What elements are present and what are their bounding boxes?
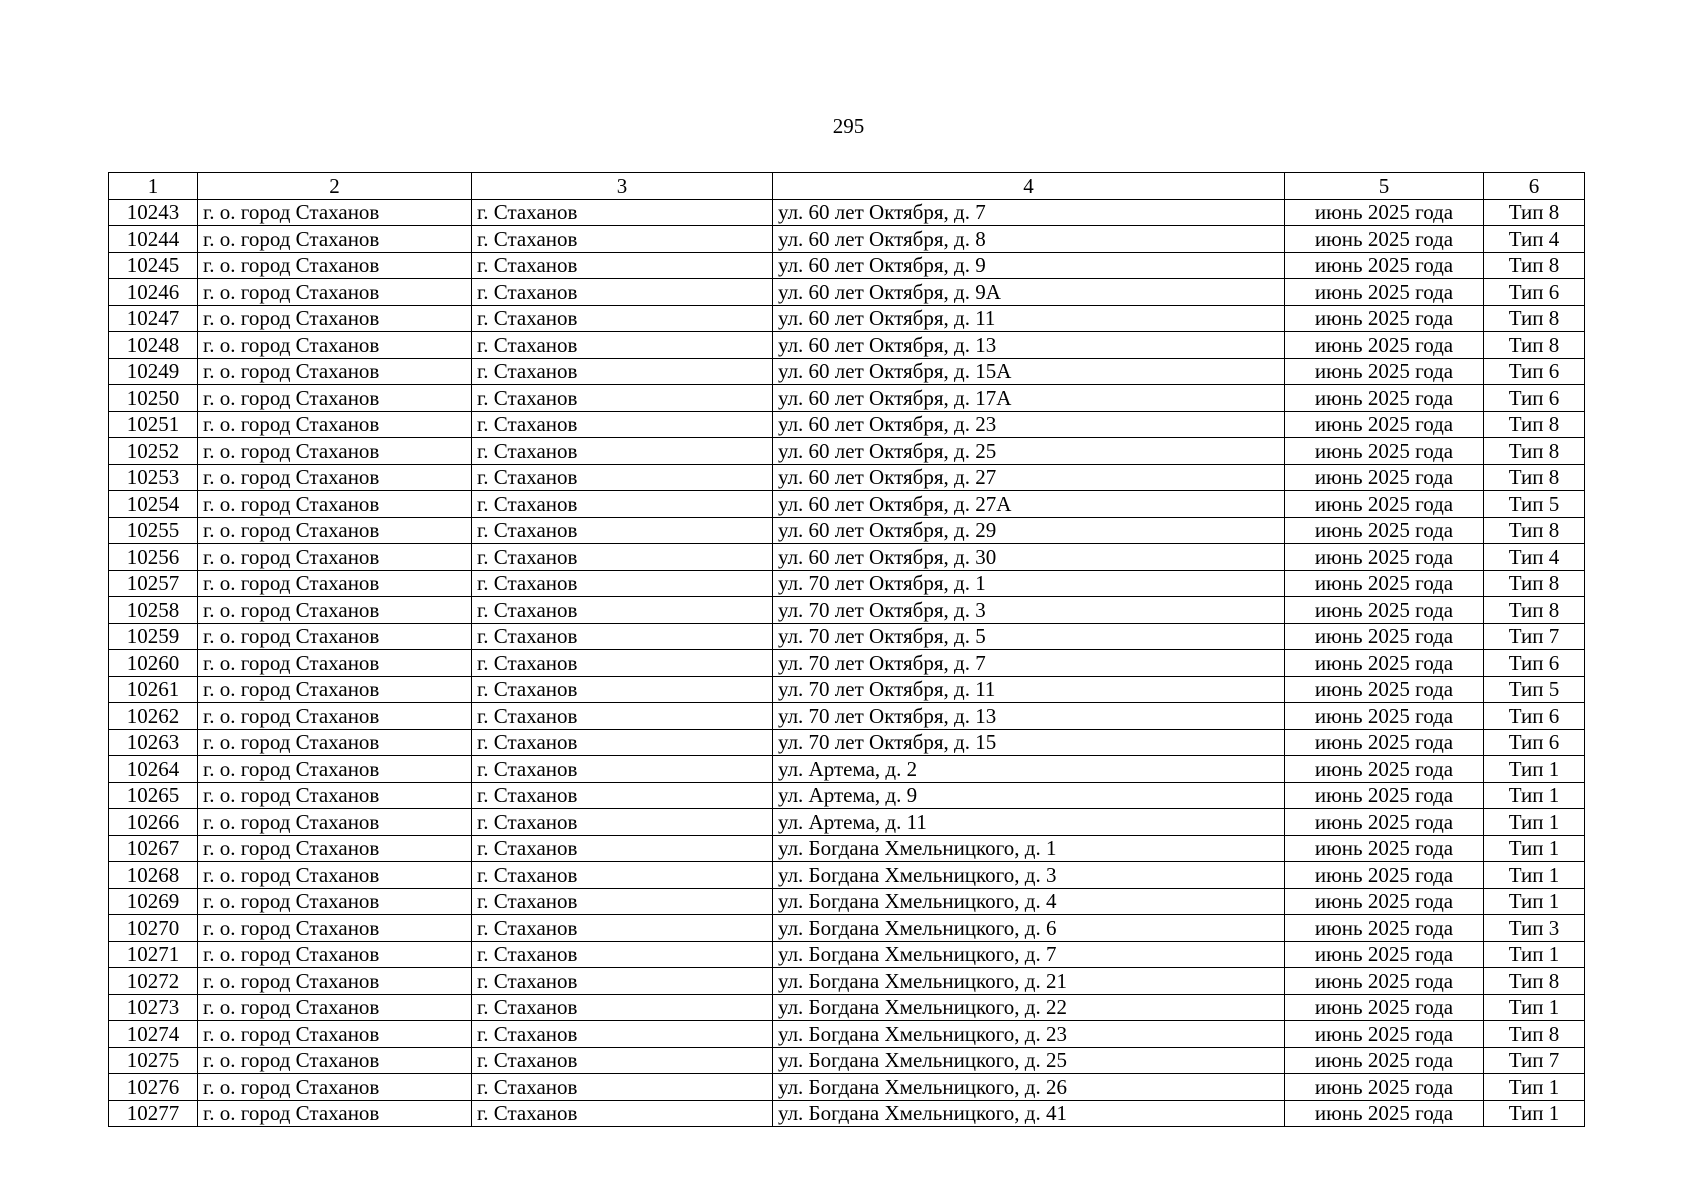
- row-number-cell: 10265: [109, 782, 198, 809]
- table-header: [109, 173, 1585, 200]
- district-cell: г. о. город Стаханов: [198, 411, 472, 438]
- type-cell: Тип 4: [1484, 544, 1585, 571]
- district-cell: г. о. город Стаханов: [198, 491, 472, 518]
- address-cell: ул. 60 лет Октября, д. 9: [773, 252, 1285, 279]
- district-cell: г. о. город Стаханов: [198, 809, 472, 836]
- city-cell: г. Стаханов: [472, 491, 773, 518]
- city-cell: г. Стаханов: [472, 597, 773, 624]
- district-cell: г. о. город Стаханов: [198, 703, 472, 730]
- table-row: [109, 385, 1585, 412]
- row-number-cell: 10255: [109, 517, 198, 544]
- address-cell: ул. 70 лет Октября, д. 15: [773, 729, 1285, 756]
- type-cell: Тип 4: [1484, 226, 1585, 253]
- column-header-4: 4: [773, 173, 1285, 200]
- district-cell: г. о. город Стаханов: [198, 252, 472, 279]
- type-cell: Тип 1: [1484, 756, 1585, 783]
- city-cell: г. Стаханов: [472, 199, 773, 226]
- row-number-cell: 10246: [109, 279, 198, 306]
- district-cell: г. о. город Стаханов: [198, 544, 472, 571]
- city-cell: г. Стаханов: [472, 835, 773, 862]
- city-cell: г. Стаханов: [472, 968, 773, 995]
- date-cell: июнь 2025 года: [1285, 358, 1484, 385]
- type-cell: Тип 1: [1484, 941, 1585, 968]
- address-cell: ул. 60 лет Октября, д. 17А: [773, 385, 1285, 412]
- type-cell: Тип 8: [1484, 438, 1585, 465]
- district-cell: г. о. город Стаханов: [198, 862, 472, 889]
- city-cell: г. Стаханов: [472, 358, 773, 385]
- city-cell: г. Стаханов: [472, 862, 773, 889]
- city-cell: г. Стаханов: [472, 252, 773, 279]
- date-cell: июнь 2025 года: [1285, 968, 1484, 995]
- type-cell: Тип 6: [1484, 650, 1585, 677]
- date-cell: июнь 2025 года: [1285, 438, 1484, 465]
- table-row: [109, 199, 1585, 226]
- address-cell: ул. 70 лет Октября, д. 13: [773, 703, 1285, 730]
- address-cell: ул. 70 лет Октября, д. 7: [773, 650, 1285, 677]
- district-cell: г. о. город Стаханов: [198, 729, 472, 756]
- type-cell: Тип 8: [1484, 1021, 1585, 1048]
- city-cell: г. Стаханов: [472, 332, 773, 359]
- table-row: [109, 703, 1585, 730]
- date-cell: июнь 2025 года: [1285, 623, 1484, 650]
- row-number-cell: 10260: [109, 650, 198, 677]
- row-number-cell: 10272: [109, 968, 198, 995]
- address-cell: ул. 60 лет Октября, д. 8: [773, 226, 1285, 253]
- table-row: [109, 570, 1585, 597]
- date-cell: июнь 2025 года: [1285, 464, 1484, 491]
- city-cell: г. Стаханов: [472, 305, 773, 332]
- table-body: [109, 199, 1585, 1127]
- date-cell: июнь 2025 года: [1285, 252, 1484, 279]
- city-cell: г. Стаханов: [472, 226, 773, 253]
- row-number-cell: 10264: [109, 756, 198, 783]
- table-row: [109, 888, 1585, 915]
- date-cell: июнь 2025 года: [1285, 650, 1484, 677]
- city-cell: г. Стаханов: [472, 703, 773, 730]
- district-cell: г. о. город Стаханов: [198, 1021, 472, 1048]
- table-row: [109, 968, 1585, 995]
- city-cell: г. Стаханов: [472, 676, 773, 703]
- type-cell: Тип 8: [1484, 597, 1585, 624]
- date-cell: июнь 2025 года: [1285, 915, 1484, 942]
- address-cell: ул. 60 лет Октября, д. 25: [773, 438, 1285, 465]
- registry-table: [108, 172, 1585, 1127]
- type-cell: Тип 1: [1484, 809, 1585, 836]
- type-cell: Тип 7: [1484, 623, 1585, 650]
- date-cell: июнь 2025 года: [1285, 570, 1484, 597]
- date-cell: июнь 2025 года: [1285, 862, 1484, 889]
- district-cell: г. о. город Стаханов: [198, 464, 472, 491]
- table-row: [109, 729, 1585, 756]
- address-cell: ул. Богдана Хмельницкого, д. 22: [773, 994, 1285, 1021]
- type-cell: Тип 8: [1484, 968, 1585, 995]
- address-cell: ул. 60 лет Октября, д. 15А: [773, 358, 1285, 385]
- row-number-cell: 10250: [109, 385, 198, 412]
- date-cell: июнь 2025 года: [1285, 888, 1484, 915]
- district-cell: г. о. город Стаханов: [198, 385, 472, 412]
- date-cell: июнь 2025 года: [1285, 332, 1484, 359]
- address-cell: ул. 60 лет Октября, д. 27: [773, 464, 1285, 491]
- district-cell: г. о. город Стаханов: [198, 226, 472, 253]
- district-cell: г. о. город Стаханов: [198, 623, 472, 650]
- city-cell: г. Стаханов: [472, 756, 773, 783]
- date-cell: июнь 2025 года: [1285, 1074, 1484, 1101]
- address-cell: ул. 70 лет Октября, д. 5: [773, 623, 1285, 650]
- city-cell: г. Стаханов: [472, 915, 773, 942]
- row-number-cell: 10261: [109, 676, 198, 703]
- address-cell: ул. 60 лет Октября, д. 29: [773, 517, 1285, 544]
- date-cell: июнь 2025 года: [1285, 994, 1484, 1021]
- district-cell: г. о. город Стаханов: [198, 279, 472, 306]
- city-cell: г. Стаханов: [472, 1021, 773, 1048]
- row-number-cell: 10257: [109, 570, 198, 597]
- address-cell: ул. 60 лет Октября, д. 9А: [773, 279, 1285, 306]
- city-cell: г. Стаханов: [472, 570, 773, 597]
- row-number-cell: 10249: [109, 358, 198, 385]
- district-cell: г. о. город Стаханов: [198, 650, 472, 677]
- table-row: [109, 1100, 1585, 1127]
- address-cell: ул. Богдана Хмельницкого, д. 7: [773, 941, 1285, 968]
- date-cell: июнь 2025 года: [1285, 597, 1484, 624]
- table-row: [109, 597, 1585, 624]
- type-cell: Тип 8: [1484, 517, 1585, 544]
- type-cell: Тип 1: [1484, 1100, 1585, 1127]
- type-cell: Тип 3: [1484, 915, 1585, 942]
- row-number-cell: 10252: [109, 438, 198, 465]
- table-row: [109, 756, 1585, 783]
- type-cell: Тип 6: [1484, 279, 1585, 306]
- city-cell: г. Стаханов: [472, 544, 773, 571]
- table-row: [109, 782, 1585, 809]
- address-cell: ул. 70 лет Октября, д. 1: [773, 570, 1285, 597]
- row-number-cell: 10277: [109, 1100, 198, 1127]
- district-cell: г. о. город Стаханов: [198, 968, 472, 995]
- city-cell: г. Стаханов: [472, 385, 773, 412]
- row-number-cell: 10258: [109, 597, 198, 624]
- district-cell: г. о. город Стаханов: [198, 915, 472, 942]
- table-row: [109, 226, 1585, 253]
- type-cell: Тип 1: [1484, 782, 1585, 809]
- address-cell: ул. Артема, д. 11: [773, 809, 1285, 836]
- address-cell: ул. Артема, д. 9: [773, 782, 1285, 809]
- table-row: [109, 279, 1585, 306]
- row-number-cell: 10245: [109, 252, 198, 279]
- city-cell: г. Стаханов: [472, 464, 773, 491]
- district-cell: г. о. город Стаханов: [198, 597, 472, 624]
- date-cell: июнь 2025 года: [1285, 544, 1484, 571]
- row-number-cell: 10254: [109, 491, 198, 518]
- date-cell: июнь 2025 года: [1285, 305, 1484, 332]
- city-cell: г. Стаханов: [472, 994, 773, 1021]
- district-cell: г. о. город Стаханов: [198, 517, 472, 544]
- district-cell: г. о. город Стаханов: [198, 835, 472, 862]
- type-cell: Тип 1: [1484, 888, 1585, 915]
- table-row: [109, 623, 1585, 650]
- date-cell: июнь 2025 года: [1285, 1021, 1484, 1048]
- district-cell: г. о. город Стаханов: [198, 438, 472, 465]
- table-row: [109, 994, 1585, 1021]
- row-number-cell: 10270: [109, 915, 198, 942]
- address-cell: ул. 60 лет Октября, д. 13: [773, 332, 1285, 359]
- date-cell: июнь 2025 года: [1285, 729, 1484, 756]
- column-header-2: 2: [198, 173, 472, 200]
- row-number-cell: 10244: [109, 226, 198, 253]
- row-number-cell: 10275: [109, 1047, 198, 1074]
- type-cell: Тип 7: [1484, 1047, 1585, 1074]
- page-number: 295: [832, 114, 865, 138]
- row-number-cell: 10268: [109, 862, 198, 889]
- row-number-cell: 10253: [109, 464, 198, 491]
- city-cell: г. Стаханов: [472, 411, 773, 438]
- district-cell: г. о. город Стаханов: [198, 941, 472, 968]
- city-cell: г. Стаханов: [472, 517, 773, 544]
- table-row: [109, 332, 1585, 359]
- district-cell: г. о. город Стаханов: [198, 570, 472, 597]
- district-cell: г. о. город Стаханов: [198, 305, 472, 332]
- type-cell: Тип 8: [1484, 411, 1585, 438]
- address-cell: ул. Богдана Хмельницкого, д. 21: [773, 968, 1285, 995]
- row-number-cell: 10274: [109, 1021, 198, 1048]
- date-cell: июнь 2025 года: [1285, 279, 1484, 306]
- type-cell: Тип 8: [1484, 464, 1585, 491]
- table-row: [109, 1047, 1585, 1074]
- city-cell: г. Стаханов: [472, 888, 773, 915]
- date-cell: июнь 2025 года: [1285, 1047, 1484, 1074]
- row-number-cell: 10243: [109, 199, 198, 226]
- address-cell: ул. 70 лет Октября, д. 11: [773, 676, 1285, 703]
- table-row: [109, 650, 1585, 677]
- city-cell: г. Стаханов: [472, 809, 773, 836]
- type-cell: Тип 6: [1484, 703, 1585, 730]
- type-cell: Тип 5: [1484, 676, 1585, 703]
- city-cell: г. Стаханов: [472, 782, 773, 809]
- row-number-cell: 10267: [109, 835, 198, 862]
- city-cell: г. Стаханов: [472, 1100, 773, 1127]
- address-cell: ул. Богдана Хмельницкого, д. 1: [773, 835, 1285, 862]
- table-row: [109, 358, 1585, 385]
- date-cell: июнь 2025 года: [1285, 1100, 1484, 1127]
- type-cell: Тип 5: [1484, 491, 1585, 518]
- table-row: [109, 517, 1585, 544]
- city-cell: г. Стаханов: [472, 1074, 773, 1101]
- table-row: [109, 809, 1585, 836]
- table-row: [109, 941, 1585, 968]
- district-cell: г. о. город Стаханов: [198, 756, 472, 783]
- table-row: [109, 1074, 1585, 1101]
- date-cell: июнь 2025 года: [1285, 226, 1484, 253]
- column-header-3: 3: [472, 173, 773, 200]
- city-cell: г. Стаханов: [472, 623, 773, 650]
- city-cell: г. Стаханов: [472, 941, 773, 968]
- address-cell: ул. Богдана Хмельницкого, д. 26: [773, 1074, 1285, 1101]
- district-cell: г. о. город Стаханов: [198, 1047, 472, 1074]
- row-number-cell: 10271: [109, 941, 198, 968]
- table-row: [109, 915, 1585, 942]
- city-cell: г. Стаханов: [472, 729, 773, 756]
- city-cell: г. Стаханов: [472, 438, 773, 465]
- address-cell: ул. Богдана Хмельницкого, д. 6: [773, 915, 1285, 942]
- address-cell: ул. 60 лет Октября, д. 27А: [773, 491, 1285, 518]
- row-number-cell: 10248: [109, 332, 198, 359]
- type-cell: Тип 8: [1484, 252, 1585, 279]
- district-cell: г. о. город Стаханов: [198, 676, 472, 703]
- address-cell: ул. 60 лет Октября, д. 23: [773, 411, 1285, 438]
- type-cell: Тип 8: [1484, 570, 1585, 597]
- address-cell: ул. 60 лет Октября, д. 30: [773, 544, 1285, 571]
- type-cell: Тип 8: [1484, 199, 1585, 226]
- table-row: [109, 464, 1585, 491]
- date-cell: июнь 2025 года: [1285, 491, 1484, 518]
- district-cell: г. о. город Стаханов: [198, 199, 472, 226]
- table-row: [109, 305, 1585, 332]
- date-cell: июнь 2025 года: [1285, 517, 1484, 544]
- address-cell: ул. 70 лет Октября, д. 3: [773, 597, 1285, 624]
- header-row: [109, 173, 1585, 200]
- type-cell: Тип 1: [1484, 1074, 1585, 1101]
- city-cell: г. Стаханов: [472, 650, 773, 677]
- date-cell: июнь 2025 года: [1285, 676, 1484, 703]
- date-cell: июнь 2025 года: [1285, 809, 1484, 836]
- date-cell: июнь 2025 года: [1285, 411, 1484, 438]
- row-number-cell: 10269: [109, 888, 198, 915]
- table-row: [109, 491, 1585, 518]
- address-cell: ул. 60 лет Октября, д. 7: [773, 199, 1285, 226]
- type-cell: Тип 1: [1484, 994, 1585, 1021]
- address-cell: ул. 60 лет Октября, д. 11: [773, 305, 1285, 332]
- date-cell: июнь 2025 года: [1285, 703, 1484, 730]
- district-cell: г. о. город Стаханов: [198, 782, 472, 809]
- row-number-cell: 10251: [109, 411, 198, 438]
- district-cell: г. о. город Стаханов: [198, 888, 472, 915]
- date-cell: июнь 2025 года: [1285, 385, 1484, 412]
- row-number-cell: 10247: [109, 305, 198, 332]
- address-cell: ул. Богдана Хмельницкого, д. 25: [773, 1047, 1285, 1074]
- table-row: [109, 676, 1585, 703]
- type-cell: Тип 6: [1484, 385, 1585, 412]
- date-cell: июнь 2025 года: [1285, 199, 1484, 226]
- date-cell: июнь 2025 года: [1285, 835, 1484, 862]
- table-row: [109, 835, 1585, 862]
- address-cell: ул. Богдана Хмельницкого, д. 41: [773, 1100, 1285, 1127]
- type-cell: Тип 1: [1484, 862, 1585, 889]
- address-cell: ул. Богдана Хмельницкого, д. 23: [773, 1021, 1285, 1048]
- row-number-cell: 10273: [109, 994, 198, 1021]
- type-cell: Тип 8: [1484, 332, 1585, 359]
- city-cell: г. Стаханов: [472, 1047, 773, 1074]
- district-cell: г. о. город Стаханов: [198, 994, 472, 1021]
- address-cell: ул. Артема, д. 2: [773, 756, 1285, 783]
- date-cell: июнь 2025 года: [1285, 782, 1484, 809]
- table-row: [109, 438, 1585, 465]
- column-header-1: 1: [109, 173, 198, 200]
- row-number-cell: 10259: [109, 623, 198, 650]
- district-cell: г. о. город Стаханов: [198, 1100, 472, 1127]
- type-cell: Тип 6: [1484, 358, 1585, 385]
- table-row: [109, 862, 1585, 889]
- address-cell: ул. Богдана Хмельницкого, д. 4: [773, 888, 1285, 915]
- date-cell: июнь 2025 года: [1285, 756, 1484, 783]
- table-row: [109, 544, 1585, 571]
- type-cell: Тип 8: [1484, 305, 1585, 332]
- date-cell: июнь 2025 года: [1285, 941, 1484, 968]
- column-header-6: 6: [1484, 173, 1585, 200]
- row-number-cell: 10262: [109, 703, 198, 730]
- row-number-cell: 10263: [109, 729, 198, 756]
- table-row: [109, 411, 1585, 438]
- district-cell: г. о. город Стаханов: [198, 1074, 472, 1101]
- column-header-5: 5: [1285, 173, 1484, 200]
- table-row: [109, 1021, 1585, 1048]
- row-number-cell: 10276: [109, 1074, 198, 1101]
- row-number-cell: 10256: [109, 544, 198, 571]
- type-cell: Тип 1: [1484, 835, 1585, 862]
- row-number-cell: 10266: [109, 809, 198, 836]
- city-cell: г. Стаханов: [472, 279, 773, 306]
- type-cell: Тип 6: [1484, 729, 1585, 756]
- table-row: [109, 252, 1585, 279]
- district-cell: г. о. город Стаханов: [198, 358, 472, 385]
- district-cell: г. о. город Стаханов: [198, 332, 472, 359]
- address-cell: ул. Богдана Хмельницкого, д. 3: [773, 862, 1285, 889]
